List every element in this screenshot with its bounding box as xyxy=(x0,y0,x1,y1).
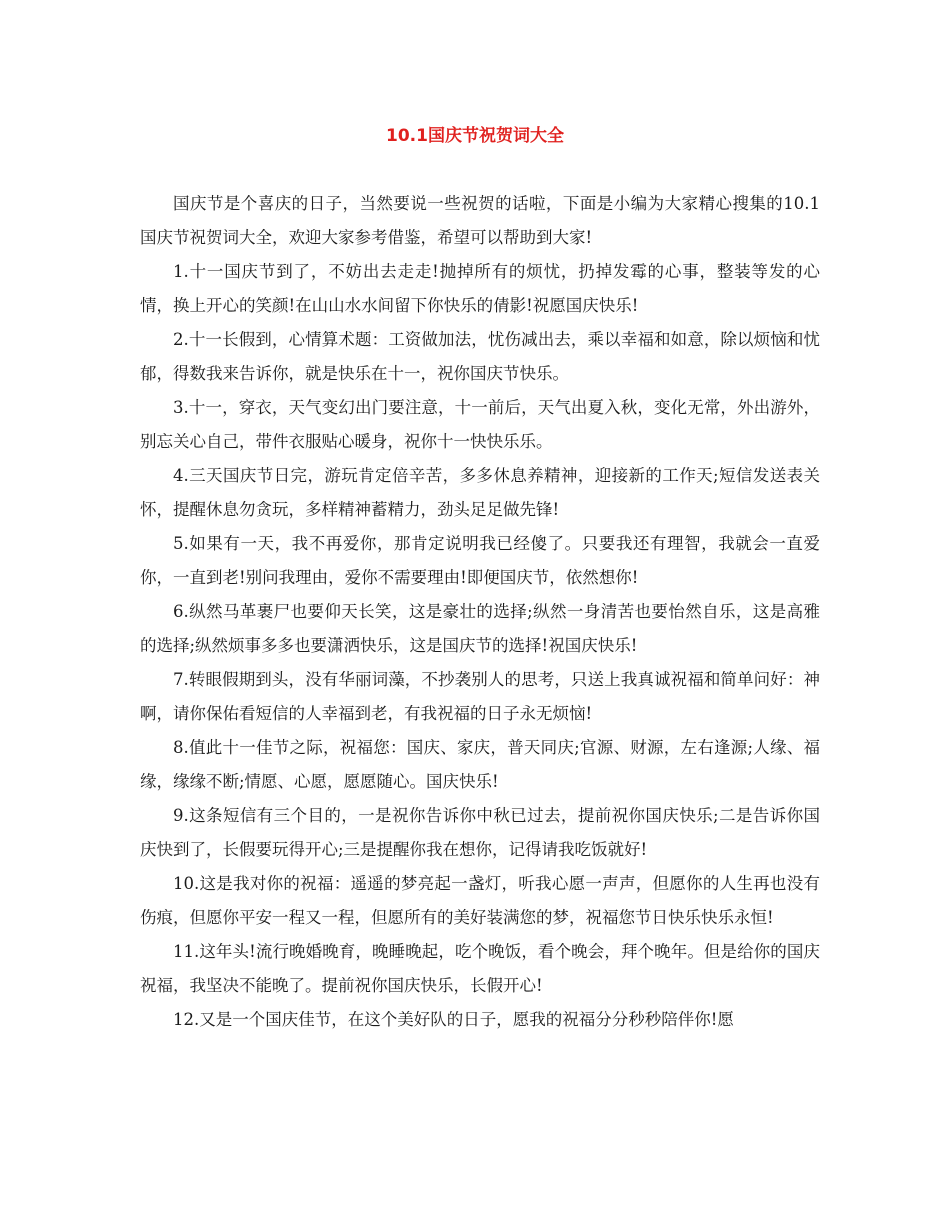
document-body xyxy=(140,187,820,1037)
document-title: 10.1国庆节祝贺词大全 xyxy=(386,126,564,146)
paragraph-item-6: 6.纵然马革裹尸也要仰天长笑，这是豪壮的选择;纵然一身清苦也要怡然自乐，这是高雅的选择;纵然烦事多多也要潇洒快乐，这是国庆节的选择!祝国庆快乐! xyxy=(140,602,820,655)
paragraph-item-8: 8.值此十一佳节之际，祝福您：国庆、家庆，普天同庆;官源、财源，左右逢源;人缘、福缘，缘缘不断;情愿、心愿，愿愿随心。国庆快乐! xyxy=(140,738,820,791)
paragraph-item-7: 7.转眼假期到头，没有华丽词藻，不抄袭别人的思考，只送上我真诚祝福和简单问好：神啊，请你保佑看短信的人幸福到老，有我祝福的日子永无烦恼! xyxy=(140,670,820,723)
paragraph-item-1: 1.十一国庆节到了，不妨出去走走!抛掉所有的烦忧，扔掉发霉的心事，整装等发的心情，换上开心的笑颜!在山山水水间留下你快乐的倩影!祝愿国庆快乐! xyxy=(140,262,820,315)
paragraph-intro: 国庆节是个喜庆的日子，当然要说一些祝贺的话啦，下面是小编为大家精心搜集的10.1国庆节祝贺词大全，欢迎大家参考借鉴，希望可以帮助到大家! xyxy=(140,194,820,247)
paragraph-item-9: 9.这条短信有三个目的，一是祝你告诉你中秋已过去，提前祝你国庆快乐;二是告诉你国庆快到了，长假要玩得开心;三是提醒你我在想你，记得请我吃饭就好! xyxy=(140,806,820,859)
paragraph-item-10: 10.这是我对你的祝福：遥遥的梦亮起一盏灯，听我心愿一声声，但愿你的人生再也没有伤痕，但愿你平安一程又一程，但愿所有的美好装满您的梦，祝福您节日快乐快乐永恒! xyxy=(140,874,820,927)
paragraph-item-3: 3.十一，穿衣，天气变幻出门要注意，十一前后，天气出夏入秋，变化无常，外出游外，别忘关心自己，带件衣服贴心暖身，祝你十一快快乐乐。 xyxy=(140,398,820,451)
paragraph-item-5: 5.如果有一天，我不再爱你，那肯定说明我已经傻了。只要我还有理智，我就会一直爱你，一直到老!别问我理由，爱你不需要理由!即便国庆节，依然想你! xyxy=(140,534,820,587)
paragraph-item-4: 4.三天国庆节日完，游玩肯定倍辛苦，多多休息养精神，迎接新的工作天;短信发送表关怀，提醒休息勿贪玩，多样精神蓄精力，劲头足足做先锋! xyxy=(140,466,820,519)
paragraph-item-12: 12.又是一个国庆佳节，在这个美好队的日子，愿我的祝福分分秒秒陪伴你!愿 xyxy=(173,1010,734,1029)
paragraph-item-11: 11.这年头!流行晚婚晚育，晚睡晚起，吃个晚饭，看个晚会，拜个晚年。但是给你的国庆祝福，我坚决不能晚了。提前祝你国庆快乐，长假开心! xyxy=(140,942,820,995)
paragraph-item-2: 2.十一长假到，心情算术题：工资做加法，忧伤减出去，乘以幸福和如意，除以烦恼和忧郁，得数我来告诉你，就是快乐在十一，祝你国庆节快乐。 xyxy=(140,330,820,383)
